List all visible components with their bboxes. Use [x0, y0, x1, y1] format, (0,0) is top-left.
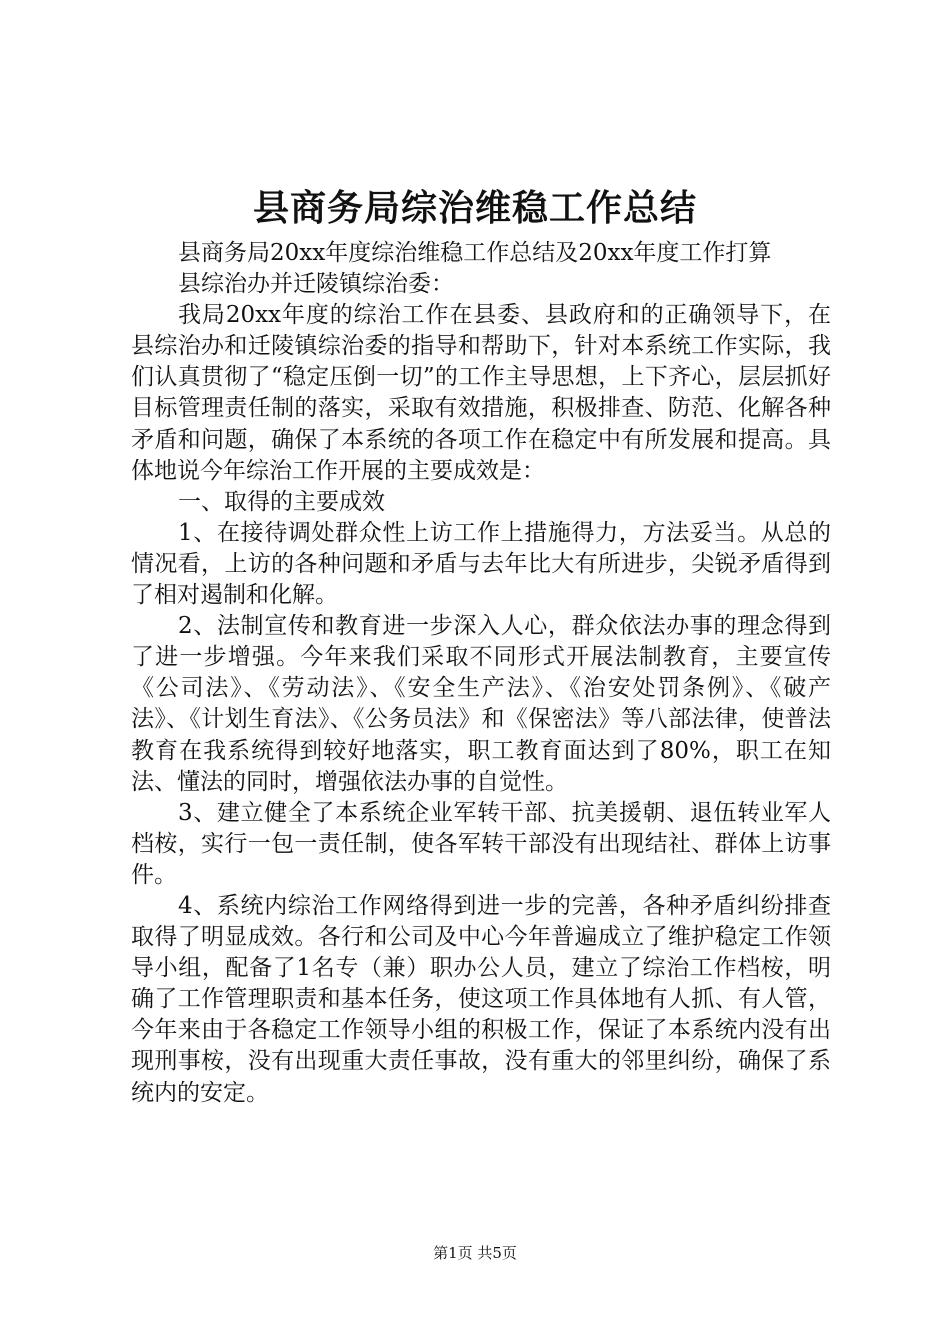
document-title: 县商务局综治维稳工作总结	[252, 187, 697, 229]
page-footer: 第1页 共5页	[433, 1244, 517, 1262]
section-heading: 一、取得的主要成效	[178, 488, 385, 515]
document-body	[131, 238, 831, 1109]
paragraph-intro: 我局20xx年度的综治工作在县委、县政府和的正确领导下，在县综治办和迁陵镇综治委的指导和帮助下，针对本系统工作实际，我们认真贯彻了“稳定压倒一切”的工作主导思想，上下齐心，层层抓好目标管理责任制的落实，采取有效措施，积极排查、防范、化解各种矛盾和问题，确保了本系统的各项工作在稳定中有所发展和提高。具体地说今年综治工作开展的主要成效是：	[131, 302, 831, 484]
paragraph-item-1: 1、在接待调处群众性上访工作上措施得力，方法妥当。从总的情况看，上访的各种问题和矛盾与去年比大有所进步，尖锐矛盾得到了相对遏制和化解。	[131, 519, 831, 609]
paragraph-item-3: 3、建立健全了本系统企业军转干部、抗美援朝、退伍转业军人档桉，实行一包一责任制，使各军转干部没有出现结社、群体上访事件。	[131, 799, 831, 888]
paragraph-subtitle: 县商务局20xx年度综治维稳工作总结及20xx年度工作打算	[178, 240, 772, 266]
paragraph-salutation: 县综治办并迁陵镇综治委：	[178, 271, 454, 298]
paragraph-item-2: 2、法制宣传和教育进一步深入人心，群众依法办事的理念得到了进一步增强。今年来我们采取不同形式开展法制教育，主要宣传《公司法》、《劳动法》、《安全生产法》、《治安处罚条例》、《破产法》、《计划生育法》、《公务员法》和《保密法》等八部法律，使普法教育在我系统得到较好地落实，职工教育面达到了80%，职工在知法、懂法的同时，增强依法办事的自觉性。	[131, 613, 831, 795]
paragraph-item-4: 4、系统内综治工作网络得到进一步的完善，各种矛盾纠纷排查取得了明显成效。各行和公司及中心今年普遍成立了维护稳定工作领导小组，配备了1名专（兼）职办公人员，建立了综治工作档桉，明确了工作管理职责和基本任务，使这项工作具体地有人抓、有人管，今年来由于各稳定工作领导小组的积极工作，保证了本系统内没有出现刑事桉，没有出现重大责任事故，没有重大的邻里纠纷，确保了系统内的安定。	[131, 892, 831, 1106]
